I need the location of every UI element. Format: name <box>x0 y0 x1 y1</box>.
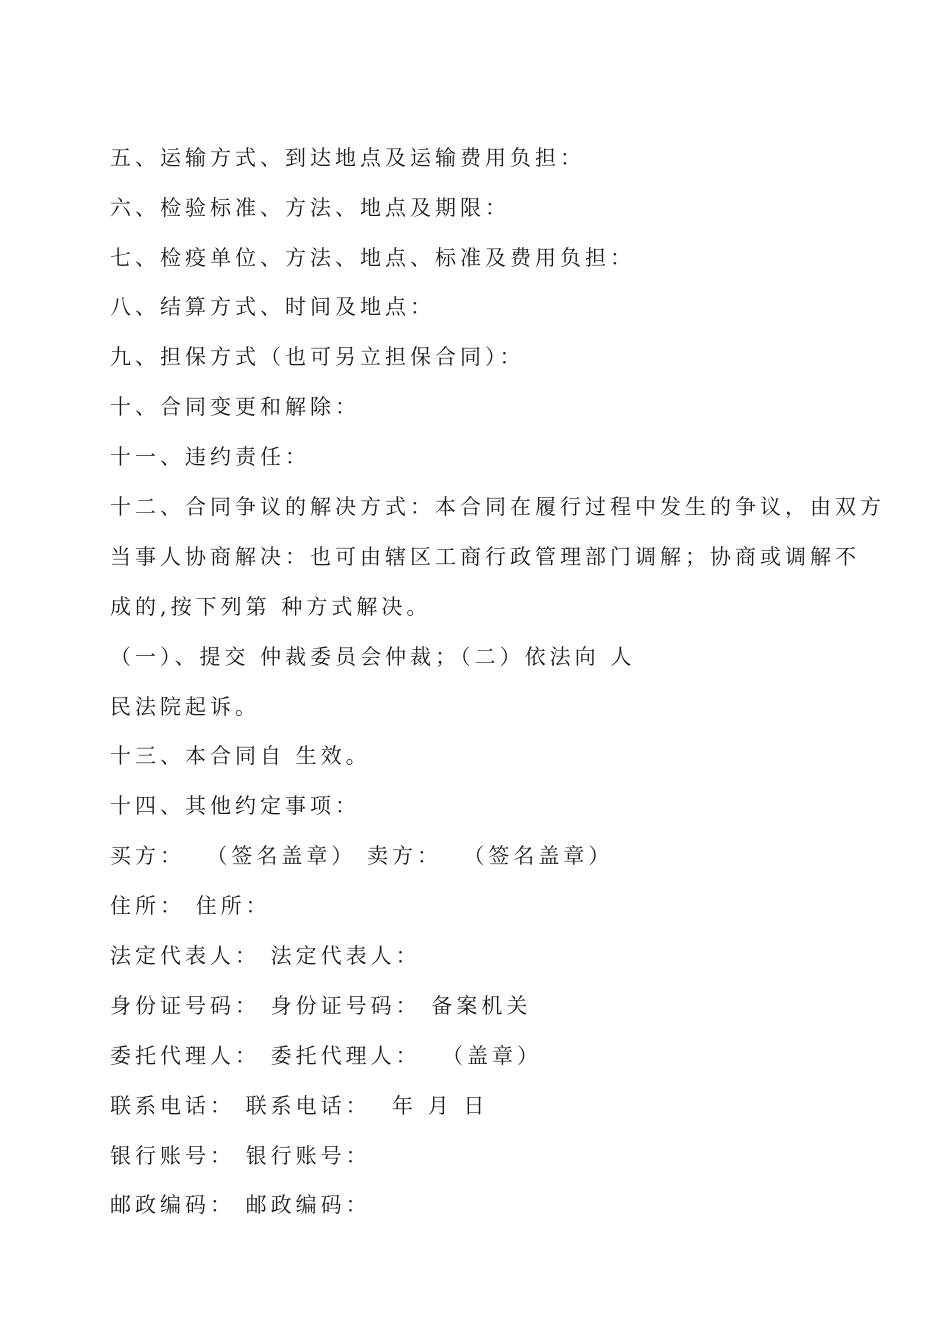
dispute-options-line-1: （一）、提交 仲裁委员会仲裁；（二）依法向 人 <box>110 645 636 669</box>
clause-5-transport: 五、运输方式、到达地点及运输费用负担： <box>110 146 585 170</box>
clause-12-dispute-line-1: 十二、合同争议的解决方式：本合同在履行过程中发生的争议，由双方 <box>110 495 885 519</box>
clause-8-settlement: 八、结算方式、时间及地点： <box>110 295 435 319</box>
signature-address: 住所： 住所： <box>110 894 271 918</box>
clause-12-dispute-line-2: 当事人协商解决：也可由辖区工商行政管理部门调解；协商或调解不 <box>110 545 860 569</box>
signature-id-number: 身份证号码： 身份证号码： 备案机关 <box>110 994 532 1018</box>
clause-14-other: 十四、其他约定事项： <box>110 794 360 818</box>
clause-9-guarantee: 九、担保方式（也可另立担保合同）： <box>110 345 525 369</box>
signature-agent: 委托代理人： 委托代理人： （盖章） <box>110 1044 543 1068</box>
signature-postal-code: 邮政编码： 邮政编码： <box>110 1193 371 1217</box>
clause-11-liability: 十一、违约责任： <box>110 445 310 469</box>
dispute-options-line-2: 民法院起诉。 <box>110 695 260 719</box>
signature-buyer-seller: 买方： （签名盖章） 卖方： （签名盖章） <box>110 844 614 868</box>
signature-bank-account: 银行账号： 银行账号： <box>110 1144 371 1168</box>
signature-phone: 联系电话： 联系电话： 年 月 日 <box>110 1094 489 1118</box>
clause-7-quarantine: 七、检疫单位、方法、地点、标准及费用负担： <box>110 246 635 270</box>
clause-6-inspection: 六、检验标准、方法、地点及期限： <box>110 196 510 220</box>
clause-12-dispute-line-3: 成的,按下列第 种方式解决。 <box>110 595 432 619</box>
signature-legal-rep: 法定代表人： 法定代表人： <box>110 944 421 968</box>
clause-10-change: 十、合同变更和解除： <box>110 395 360 419</box>
clause-13-effective: 十三、本合同自 生效。 <box>110 744 371 768</box>
